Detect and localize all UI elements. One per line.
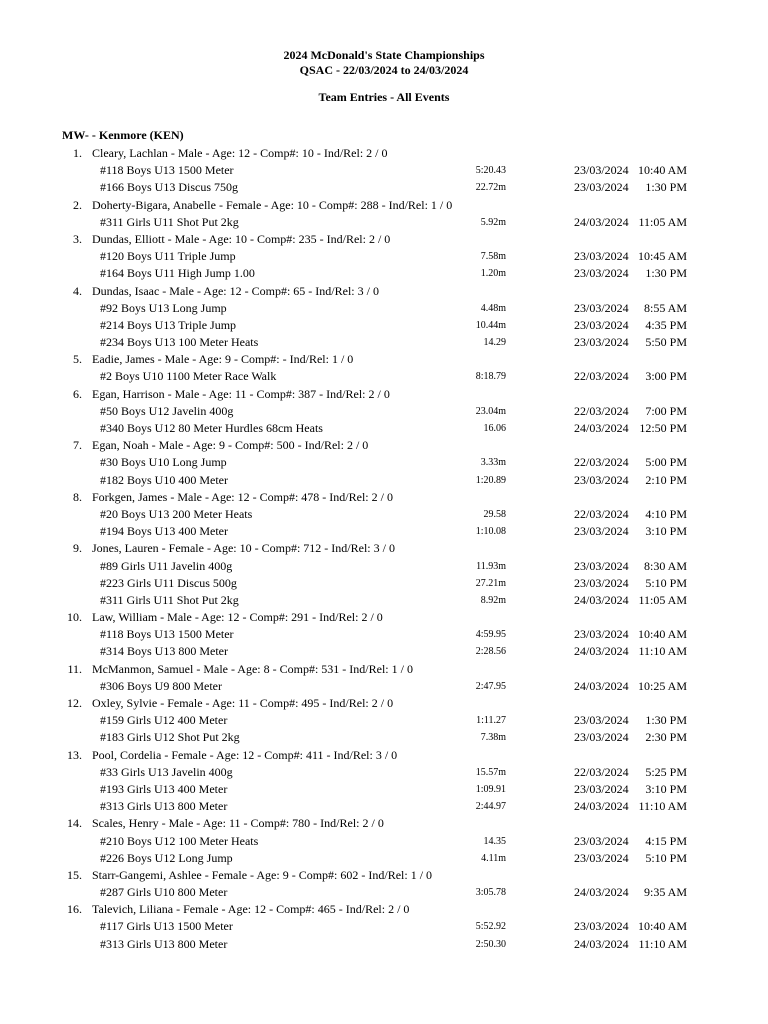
event-time: 3:10 PM xyxy=(645,524,687,539)
athlete-name: Jones, Lauren - Female - Age: 10 - Comp#: 712 - Ind/Rel: 3 / 0 xyxy=(92,541,395,556)
event-row xyxy=(0,179,768,196)
seed-mark: 1:20.89 xyxy=(475,474,506,486)
seed-mark: 27.21m xyxy=(475,577,506,589)
event-date: 23/03/2024 xyxy=(574,335,629,350)
event-date: 24/03/2024 xyxy=(574,799,629,814)
event-time: 5:50 PM xyxy=(645,335,687,350)
event-row xyxy=(0,506,768,523)
event-row xyxy=(0,833,768,850)
event-time: 1:30 PM xyxy=(645,180,687,195)
event-name: #234 Boys U13 100 Meter Heats xyxy=(100,335,259,350)
event-time: 3:00 PM xyxy=(645,369,687,384)
event-row xyxy=(0,300,768,317)
athlete-name: Cleary, Lachlan - Male - Age: 12 - Comp#: 10 - Ind/Rel: 2 / 0 xyxy=(92,146,388,160)
seed-mark: 3.33m xyxy=(480,457,506,469)
athlete-row xyxy=(0,695,768,712)
event-date: 23/03/2024 xyxy=(574,919,629,934)
athlete-name: Pool, Cordelia - Female - Age: 12 - Comp#: 411 - Ind/Rel: 3 / 0 xyxy=(92,747,398,762)
event-date: 22/03/2024 xyxy=(574,506,629,521)
athlete-entry xyxy=(0,695,768,747)
event-date: 23/03/2024 xyxy=(574,558,629,573)
event-time: 3:10 PM xyxy=(645,781,687,796)
athlete-name: Oxley, Sylvie - Female - Age: 11 - Comp#: 495 - Ind/Rel: 2 / 0 xyxy=(92,696,394,710)
athlete-number: 10. xyxy=(67,610,82,625)
event-time: 11:05 AM xyxy=(638,214,687,229)
event-row xyxy=(0,454,768,471)
event-name: #193 Girls U13 400 Meter xyxy=(100,781,228,796)
event-time: 5:25 PM xyxy=(645,764,687,779)
event-name: #118 Boys U13 1500 Meter xyxy=(100,163,234,178)
seed-mark: 10.44m xyxy=(475,319,506,331)
event-time: 1:30 PM xyxy=(645,266,687,281)
seed-mark: 5:20.43 xyxy=(475,165,506,177)
event-date: 24/03/2024 xyxy=(574,421,629,435)
event-name: #194 Boys U13 400 Meter xyxy=(100,524,228,539)
athlete-number: 3. xyxy=(73,231,82,246)
event-name: #182 Boys U10 400 Meter xyxy=(100,472,228,487)
event-date: 23/03/2024 xyxy=(574,300,629,315)
seed-mark: 1.20m xyxy=(480,268,506,280)
event-name: #117 Girls U13 1500 Meter xyxy=(100,919,233,934)
event-time: 9:35 AM xyxy=(643,885,687,900)
event-row xyxy=(0,712,768,729)
athlete-name: Egan, Noah - Male - Age: 9 - Comp#: 500 - Ind/Rel: 2 / 0 xyxy=(92,438,369,453)
event-date: 23/03/2024 xyxy=(574,163,629,178)
athlete-number: 7. xyxy=(73,438,82,453)
event-name: #89 Girls U11 Javelin 400g xyxy=(100,558,233,573)
seed-mark: 2:50.30 xyxy=(475,938,506,950)
event-name: #164 Boys U11 High Jump 1.00 xyxy=(100,266,255,281)
team-heading: MW- - Kenmore (KEN) xyxy=(62,128,184,142)
event-time: 2:30 PM xyxy=(645,730,687,745)
event-time: 1:30 PM xyxy=(645,713,687,728)
event-row xyxy=(0,368,768,385)
event-time: 11:05 AM xyxy=(638,592,687,607)
event-date: 23/03/2024 xyxy=(574,627,629,642)
athlete-entry xyxy=(0,283,768,352)
athlete-number: 5. xyxy=(73,352,82,367)
athlete-name: Dundas, Elliott - Male - Age: 10 - Comp#: 235 - Ind/Rel: 2 / 0 xyxy=(92,231,391,246)
seed-mark: 4.11m xyxy=(481,852,506,864)
seed-mark: 11.93m xyxy=(476,560,506,572)
event-row xyxy=(0,884,768,901)
event-date: 22/03/2024 xyxy=(574,764,629,779)
seed-mark: 22.72m xyxy=(475,182,506,194)
athlete-number: 15. xyxy=(67,867,82,882)
event-row xyxy=(0,248,768,265)
event-time: 12:50 PM xyxy=(639,421,687,435)
athlete-entry xyxy=(0,661,768,695)
athlete-name: Starr-Gangemi, Ashlee - Female - Age: 9 - Comp#: 602 - Ind/Rel: 1 / 0 xyxy=(92,867,433,882)
athlete-number: 16. xyxy=(67,902,82,917)
event-row xyxy=(0,403,768,420)
event-name: #306 Boys U9 800 Meter xyxy=(100,678,222,693)
athlete-row xyxy=(0,540,768,557)
report-title: Team Entries - All Events xyxy=(318,90,450,104)
athlete-row xyxy=(0,661,768,678)
seed-mark: 2:44.97 xyxy=(475,801,506,813)
seed-mark: 5.92m xyxy=(480,216,506,228)
athlete-number: 12. xyxy=(67,696,82,710)
athlete-name: Egan, Harrison - Male - Age: 11 - Comp#: 387 - Ind/Rel: 2 / 0 xyxy=(92,386,390,401)
seed-mark: 14.29 xyxy=(483,337,506,349)
event-row xyxy=(0,523,768,540)
event-time: 11:10 AM xyxy=(638,936,687,951)
event-row xyxy=(0,798,768,815)
event-date: 22/03/2024 xyxy=(574,403,629,418)
seed-mark: 1:10.08 xyxy=(475,526,506,538)
event-time: 7:00 PM xyxy=(645,403,687,418)
athlete-name: Eadie, James - Male - Age: 9 - Comp#: - Ind/Rel: 1 / 0 xyxy=(92,352,354,367)
event-date: 24/03/2024 xyxy=(574,678,629,693)
event-row xyxy=(0,265,768,282)
athlete-entry xyxy=(0,867,768,901)
event-row xyxy=(0,575,768,592)
event-name: #20 Boys U13 200 Meter Heats xyxy=(100,506,253,521)
seed-mark: 8.92m xyxy=(480,594,506,606)
seed-mark: 2:47.95 xyxy=(475,680,506,692)
seed-mark: 1:09.91 xyxy=(475,783,506,795)
event-name: #210 Boys U12 100 Meter Heats xyxy=(100,833,259,848)
athlete-row xyxy=(0,867,768,884)
event-time: 5:00 PM xyxy=(645,455,687,470)
event-name: #226 Boys U12 Long Jump xyxy=(100,850,233,865)
seed-mark: 14.35 xyxy=(483,835,506,847)
athlete-entry xyxy=(0,437,768,489)
event-date: 23/03/2024 xyxy=(574,472,629,487)
event-row xyxy=(0,214,768,231)
seed-mark: 3:05.78 xyxy=(475,887,506,899)
event-row xyxy=(0,592,768,609)
event-name: #311 Girls U11 Shot Put 2kg xyxy=(100,592,239,607)
event-name: #214 Boys U13 Triple Jump xyxy=(100,317,237,332)
seed-mark: 7.38m xyxy=(480,732,506,744)
event-time: 10:25 AM xyxy=(637,678,687,693)
event-row xyxy=(0,558,768,575)
event-row xyxy=(0,918,768,935)
event-time: 10:40 AM xyxy=(637,627,687,642)
report-header xyxy=(0,48,768,105)
event-name: #313 Girls U13 800 Meter xyxy=(100,799,228,814)
event-date: 22/03/2024 xyxy=(574,369,629,384)
seed-mark: 5:52.92 xyxy=(475,921,506,933)
event-time: 4:15 PM xyxy=(645,833,687,848)
athlete-number: 1. xyxy=(73,146,82,160)
athlete-name: Law, William - Male - Age: 12 - Comp#: 291 - Ind/Rel: 2 / 0 xyxy=(92,610,383,625)
athlete-entry xyxy=(0,609,768,661)
event-name: #340 Boys U12 80 Meter Hurdles 68cm Heats xyxy=(100,421,323,435)
event-date: 24/03/2024 xyxy=(574,644,629,659)
athlete-row xyxy=(0,489,768,506)
event-name: #33 Girls U13 Javelin 400g xyxy=(100,764,233,779)
event-name: #313 Girls U13 800 Meter xyxy=(100,936,228,951)
event-name: #50 Boys U12 Javelin 400g xyxy=(100,403,234,418)
event-time: 4:10 PM xyxy=(645,506,687,521)
seed-mark: 8:18.79 xyxy=(475,371,506,383)
athlete-entry xyxy=(0,747,768,816)
event-name: #311 Girls U11 Shot Put 2kg xyxy=(100,214,239,229)
event-name: #159 Girls U12 400 Meter xyxy=(100,713,228,728)
athlete-row xyxy=(0,609,768,626)
athlete-row xyxy=(0,145,768,162)
athlete-row xyxy=(0,437,768,454)
athlete-name: Dundas, Isaac - Male - Age: 12 - Comp#: 65 - Ind/Rel: 3 / 0 xyxy=(92,283,379,298)
event-name: #92 Boys U13 Long Jump xyxy=(100,300,227,315)
event-row xyxy=(0,334,768,351)
event-name: #314 Boys U13 800 Meter xyxy=(100,644,228,659)
event-row xyxy=(0,678,768,695)
event-row xyxy=(0,162,768,179)
seed-mark: 4:59.95 xyxy=(475,629,506,641)
event-time: 10:40 AM xyxy=(637,919,687,934)
event-row xyxy=(0,850,768,867)
event-name: #120 Boys U11 Triple Jump xyxy=(100,249,236,264)
athlete-number: 14. xyxy=(67,816,82,831)
event-name: #166 Boys U13 Discus 750g xyxy=(100,180,239,195)
athlete-number: 4. xyxy=(73,283,82,298)
event-time: 5:10 PM xyxy=(645,575,687,590)
seed-mark: 16.06 xyxy=(483,423,506,434)
event-date: 23/03/2024 xyxy=(574,781,629,796)
event-date: 23/03/2024 xyxy=(574,317,629,332)
athlete-number: 9. xyxy=(73,541,82,556)
event-name: #118 Boys U13 1500 Meter xyxy=(100,627,234,642)
athlete-entry xyxy=(0,231,768,283)
event-date: 23/03/2024 xyxy=(574,180,629,195)
event-time: 4:35 PM xyxy=(645,317,687,332)
event-name: #183 Girls U12 Shot Put 2kg xyxy=(100,730,240,745)
event-row xyxy=(0,729,768,746)
event-row xyxy=(0,643,768,660)
event-row xyxy=(0,420,768,437)
event-time: 10:40 AM xyxy=(637,163,687,178)
athlete-name: Forkgen, James - Male - Age: 12 - Comp#: 478 - Ind/Rel: 2 / 0 xyxy=(92,489,393,504)
event-row xyxy=(0,317,768,334)
event-row xyxy=(0,781,768,798)
event-date: 23/03/2024 xyxy=(574,266,629,281)
event-row xyxy=(0,936,768,953)
event-time: 5:10 PM xyxy=(645,850,687,865)
athlete-row xyxy=(0,197,768,214)
athlete-row xyxy=(0,747,768,764)
meet-title: 2024 McDonald's State Championships xyxy=(283,48,485,62)
athlete-number: 2. xyxy=(73,197,82,212)
event-time: 8:30 AM xyxy=(643,558,687,573)
athlete-number: 6. xyxy=(73,386,82,401)
seed-mark: 4.48m xyxy=(480,302,506,314)
athlete-entry xyxy=(0,901,768,953)
athlete-entry xyxy=(0,197,768,231)
athlete-row xyxy=(0,386,768,403)
seed-mark: 15.57m xyxy=(475,766,506,778)
seed-mark: 7.58m xyxy=(480,251,506,263)
event-date: 24/03/2024 xyxy=(574,214,629,229)
event-date: 23/03/2024 xyxy=(574,833,629,848)
athlete-number: 13. xyxy=(67,747,82,762)
event-date: 22/03/2024 xyxy=(574,455,629,470)
seed-mark: 29.58 xyxy=(483,508,506,520)
athlete-row xyxy=(0,901,768,918)
athlete-name: Scales, Henry - Male - Age: 11 - Comp#: 780 - Ind/Rel: 2 / 0 xyxy=(92,816,384,831)
event-date: 24/03/2024 xyxy=(574,885,629,900)
event-date: 24/03/2024 xyxy=(574,592,629,607)
athlete-number: 11. xyxy=(67,661,82,676)
athlete-entry xyxy=(0,540,768,609)
athlete-name: McManmon, Samuel - Male - Age: 8 - Comp#: 531 - Ind/Rel: 1 / 0 xyxy=(92,661,413,676)
event-name: #223 Girls U11 Discus 500g xyxy=(100,575,237,590)
seed-mark: 1:11.27 xyxy=(476,715,506,727)
event-date: 24/03/2024 xyxy=(574,936,629,951)
athlete-entry xyxy=(0,815,768,867)
event-time: 11:10 AM xyxy=(638,799,687,814)
event-date: 23/03/2024 xyxy=(574,249,629,264)
athlete-row xyxy=(0,815,768,832)
athlete-row xyxy=(0,283,768,300)
event-row xyxy=(0,626,768,643)
athlete-entry xyxy=(0,351,768,385)
event-row xyxy=(0,764,768,781)
event-date: 23/03/2024 xyxy=(574,850,629,865)
athlete-row xyxy=(0,231,768,248)
event-row xyxy=(0,472,768,489)
athlete-entry xyxy=(0,145,768,197)
athlete-number: 8. xyxy=(73,489,82,504)
seed-mark: 2:28.56 xyxy=(475,646,506,658)
athlete-entry xyxy=(0,386,768,438)
event-date: 23/03/2024 xyxy=(574,524,629,539)
event-date: 23/03/2024 xyxy=(574,713,629,728)
event-date: 23/03/2024 xyxy=(574,575,629,590)
event-name: #30 Boys U10 Long Jump xyxy=(100,455,227,470)
athlete-row xyxy=(0,351,768,368)
athlete-entry xyxy=(0,489,768,541)
athlete-name: Doherty-Bigara, Anabelle - Female - Age: 10 - Comp#: 288 - Ind/Rel: 1 / 0 xyxy=(92,197,453,212)
meet-subtitle: QSAC - 22/03/2024 to 24/03/2024 xyxy=(299,63,469,77)
entries-list xyxy=(0,145,768,953)
event-date: 23/03/2024 xyxy=(574,730,629,745)
event-time: 11:10 AM xyxy=(638,644,687,659)
seed-mark: 23.04m xyxy=(475,405,506,417)
athlete-name: Talevich, Liliana - Female - Age: 12 - Comp#: 465 - Ind/Rel: 2 / 0 xyxy=(92,902,410,917)
event-time: 2:10 PM xyxy=(645,472,687,487)
event-time: 8:55 AM xyxy=(643,300,687,315)
event-name: #2 Boys U10 1100 Meter Race Walk xyxy=(100,369,277,384)
event-name: #287 Girls U10 800 Meter xyxy=(100,885,228,900)
event-time: 10:45 AM xyxy=(637,249,687,264)
